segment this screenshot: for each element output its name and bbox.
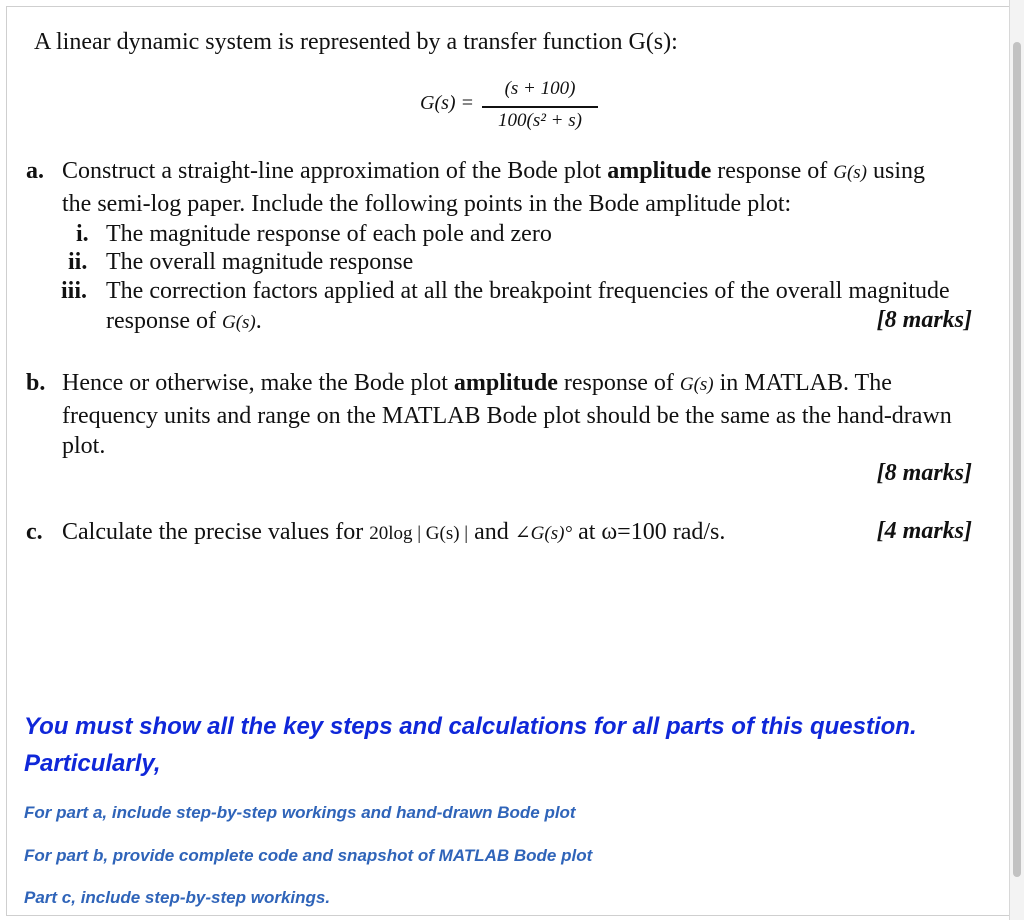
fraction-bar (482, 106, 598, 108)
part-a-line-2: the semi-log paper. Include the following points in the Bode amplitude plot: (62, 191, 792, 217)
equation-numerator: (s + 100) (504, 78, 576, 99)
part-b-text-2: response of (557, 370, 680, 396)
part-b-line-1 (62, 369, 892, 399)
transfer-function-equation (420, 78, 620, 136)
part-b-bold-word: amplitude (453, 370, 558, 396)
part-c-marks: [4 marks] (876, 518, 972, 544)
part-b-text: Hence or otherwise, make the Bode plot (62, 370, 454, 396)
scrollbar-thumb[interactable] (1013, 42, 1021, 877)
vertical-scrollbar[interactable] (1009, 0, 1024, 920)
intro-text: A linear dynamic system is represented by a transfer function G(s): (34, 29, 678, 55)
part-b-line-3: plot. (62, 433, 106, 459)
part-a-text: Construct a straight-line approximation of the Bode plot (62, 158, 608, 184)
item-number: iii. (61, 278, 88, 304)
instructions-line-2: Particularly, (24, 750, 161, 777)
item-number: i. (76, 221, 89, 247)
part-c-line (62, 518, 725, 548)
part-a-line-1 (62, 157, 925, 187)
item-text: The overall magnitude response (106, 249, 414, 275)
instruction-item: For part b, provide complete code and snapshot of MATLAB Bode plot (24, 846, 593, 865)
part-c-text-3: at ω=100 rad/s. (572, 519, 726, 545)
equation-denominator: 100(s² + s) (498, 110, 582, 131)
instructions-line-1: You must show all the key steps and calculations for all parts of this question. (24, 713, 917, 740)
part-c-math-magnitude: 20log | G(s) | (369, 523, 469, 544)
part-c-math-angle: ∠G(s)° (514, 523, 573, 544)
part-b-line-2: frequency units and range on the MATLAB Bode plot should be the same as the hand-drawn (62, 403, 952, 429)
part-c-text-2: and (468, 519, 515, 545)
item-text: The correction factors applied at all the breakpoint frequencies of the overall magnitude (106, 278, 950, 304)
part-c-text: Calculate the precise values for (62, 519, 370, 545)
part-a-marks: [8 marks] (876, 307, 972, 333)
part-a-label: a. (26, 158, 44, 184)
equation-lhs: G(s) = (420, 92, 475, 114)
part-b-math: G(s) (679, 374, 714, 395)
item-number: ii. (68, 249, 88, 275)
part-a-math: G(s) (833, 162, 867, 183)
instruction-item: For part a, include step-by-step workings and hand-drawn Bode plot (24, 803, 576, 822)
part-b-marks: [8 marks] (876, 460, 972, 486)
part-b-text-3: in MATLAB. The (713, 370, 892, 396)
item-3-cont-end: . (255, 308, 262, 334)
page-frame (6, 6, 1014, 916)
item-text: The magnitude response of each pole and zero (106, 221, 552, 247)
part-a-text-3: using (867, 158, 926, 184)
part-b-label: b. (26, 370, 46, 396)
item-3-cont-math: G(s) (221, 312, 256, 333)
instruction-item: Part c, include step-by-step workings. (24, 888, 331, 907)
item-3-cont-text: response of (106, 308, 222, 334)
part-a-text-2: response of (711, 158, 834, 184)
part-c-label: c. (26, 519, 43, 545)
part-a-bold-word: amplitude (607, 158, 712, 184)
item-3-continuation (106, 307, 262, 337)
